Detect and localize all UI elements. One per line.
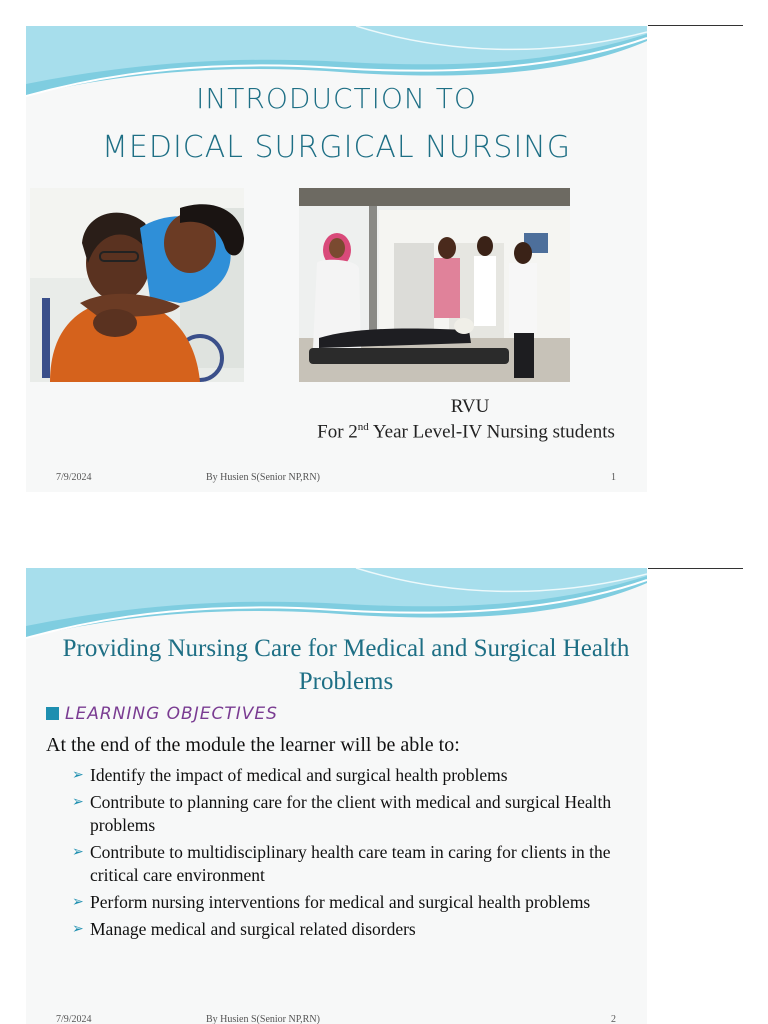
audience-prefix: For 2 (317, 421, 358, 443)
slide-divider-line (648, 25, 743, 26)
section-label (46, 704, 278, 724)
arrow-bullet-icon: ➢ (72, 795, 84, 810)
section-label-text: LEARNING OBJECTIVES (65, 704, 278, 724)
footer-author: By Husien S(Senior NP,RN) (206, 1014, 320, 1024)
list-item: ➢ Contribute to planning care for the client with medical and surgical Health problems (72, 792, 612, 835)
list-item: ➢ Perform nursing interventions for medical and surgical health problems (72, 892, 591, 912)
arrow-bullet-icon: ➢ (72, 845, 84, 860)
footer-page: 2 (611, 1014, 616, 1024)
slide-title-line2: MEDICAL SURGICAL NURSING (102, 130, 571, 165)
photo-nurse-with-elderly-patient (30, 188, 244, 382)
footer-date: 7/9/2024 (56, 472, 92, 483)
arrow-bullet-icon: ➢ (72, 768, 84, 783)
audience-label (286, 421, 646, 443)
objectives-intro: At the end of the module the learner will be able to: (46, 734, 460, 756)
institution-label: RVU (450, 396, 490, 417)
footer-date: 7/9/2024 (56, 1014, 92, 1024)
arrow-bullet-icon: ➢ (72, 895, 84, 910)
slide-2 (26, 568, 647, 1024)
objectives-list (72, 764, 642, 945)
square-bullet-icon (46, 707, 59, 720)
list-item: ➢ Contribute to multidisciplinary health care team in caring for clients in the critical care environment (72, 842, 611, 885)
slide-title-line1: INTRODUCTION TO (196, 82, 477, 115)
arrow-bullet-icon: ➢ (72, 922, 84, 937)
footer-author: By Husien S(Senior NP,RN) (206, 472, 320, 483)
slide-title: Providing Nursing Care for Medical and Surgical Health Problems (62, 635, 630, 695)
slide-1 (26, 26, 647, 492)
list-item: ➢ Identify the impact of medical and surgical health problems (72, 765, 508, 785)
slide-divider-line (648, 568, 743, 569)
audience-suffix: Year Level-IV Nursing students (368, 421, 615, 443)
footer-page: 1 (611, 472, 616, 483)
photo-clinic-patient-care (299, 188, 570, 382)
audience-ordinal: nd (357, 421, 369, 433)
list-item: ➢ Manage medical and surgical related disorders (72, 919, 416, 939)
